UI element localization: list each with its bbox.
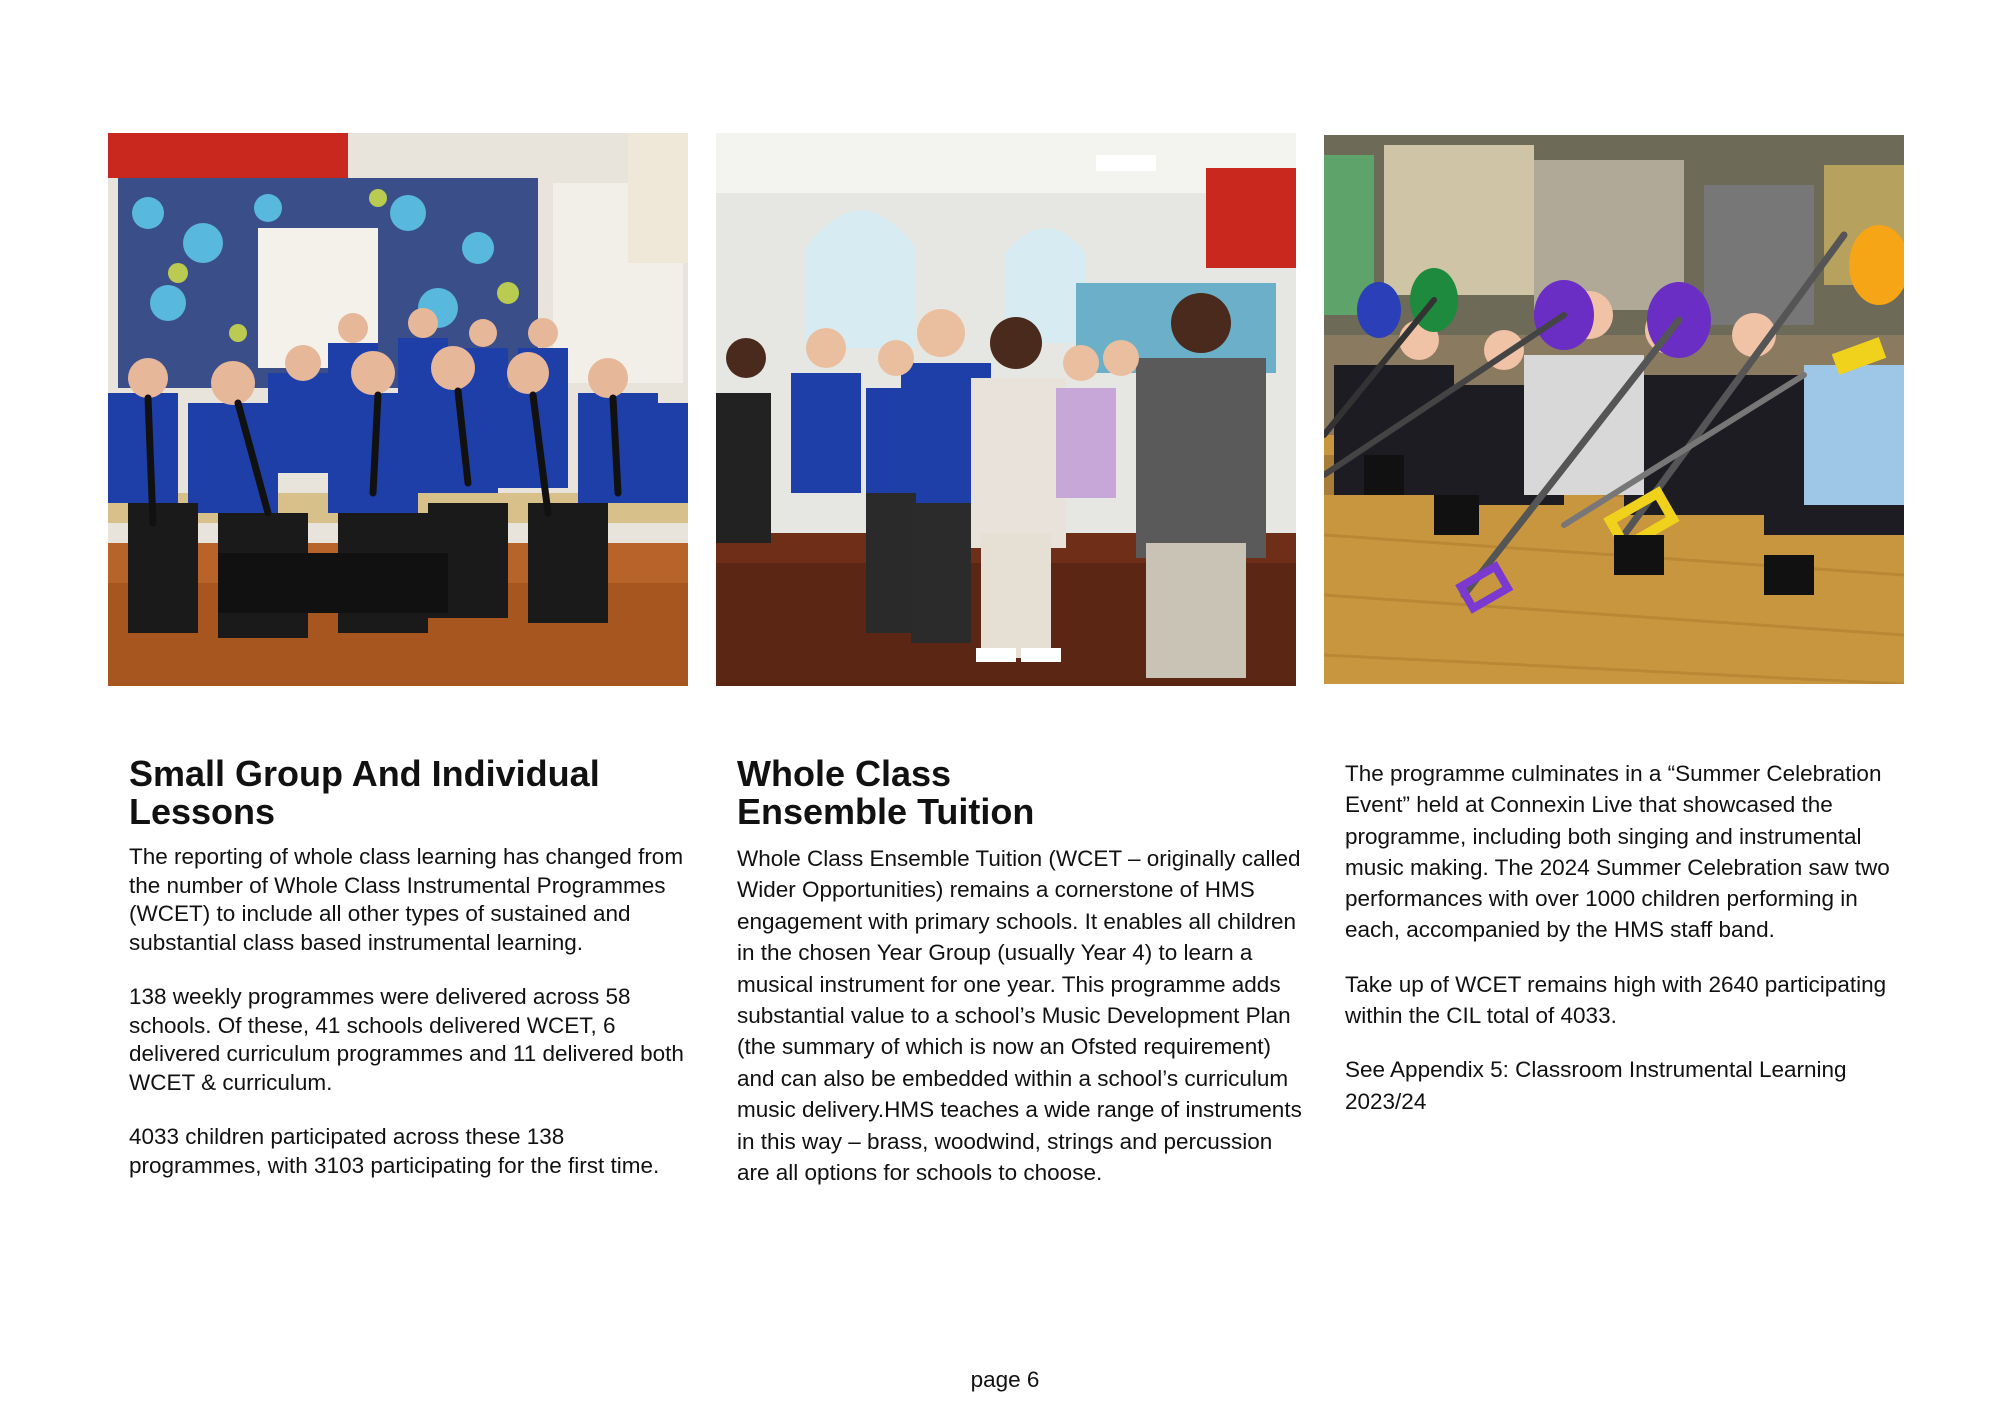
paragraph: The programme culminates in a “Summer Celebration Event” held at Connexin Live that showcased the programme, including both singing and instrumental music making. The 2024 Summer Celebration saw two performances with over 1000 children performing in each, accompanied by the HMS staff band. — [1345, 761, 1890, 943]
paragraph: Take up of WCET remains high with 2640 participating within the CIL total of 4033. — [1345, 971, 1887, 1029]
paragraph: Whole Class Ensemble Tuition (WCET – originally called Wider Opportunities) remains a cornerstone of HMS engagement with primary schools. It enables all children in the chosen Year Group (usually Year 4) to learn a musical instrument for one year. This programme adds substantial value to a school’s Music Development Plan (the summary of which is now an Ofsted requirement) and can also be embedded within a school’s curriculum music delivery.HMS teaches a wide range of instruments in this way – brass, woodwind, strings and percussion are all options for schools to choose. — [737, 846, 1302, 1186]
page-number: page 6 — [970, 1367, 1040, 1392]
section-heading — [129, 755, 689, 831]
section-summer-celebration — [1345, 758, 1905, 1140]
section-small-group-lessons — [129, 755, 689, 1206]
clarinet-students-photo — [108, 133, 688, 686]
heading-line-1: Small Group And Individual — [129, 753, 600, 794]
photo-2-illustration — [716, 133, 1296, 686]
paragraph: 4033 children participated across these 138 programmes, with 3103 participating for the first time. — [129, 1124, 660, 1178]
section-whole-class-ensemble-tuition — [737, 755, 1307, 1188]
paragraph: 138 weekly programmes were delivered across 58 schools. Of these, 41 schools delivered WCET, 6 delivered curriculum programmes and 11 delivered both WCET & curriculum. — [129, 984, 684, 1095]
singing-students-photo — [716, 133, 1296, 686]
heading-line-2: Ensemble Tuition — [737, 791, 1035, 832]
paragraph: See Appendix 5: Classroom Instrumental Learning 2023/24 — [1345, 1057, 1847, 1114]
photo-3-illustration — [1324, 135, 1904, 684]
trombone-students-photo — [1324, 135, 1904, 684]
paragraph: The reporting of whole class learning has changed from the number of Whole Class Instrumental Programmes (WCET) to include all other types of sustained and substantial class based instrumental learning. — [129, 844, 684, 955]
heading-line-2: Lessons — [129, 791, 276, 832]
section-heading — [737, 755, 1307, 831]
heading-line-1: Whole Class — [737, 753, 952, 794]
photo-1-illustration — [108, 133, 688, 686]
